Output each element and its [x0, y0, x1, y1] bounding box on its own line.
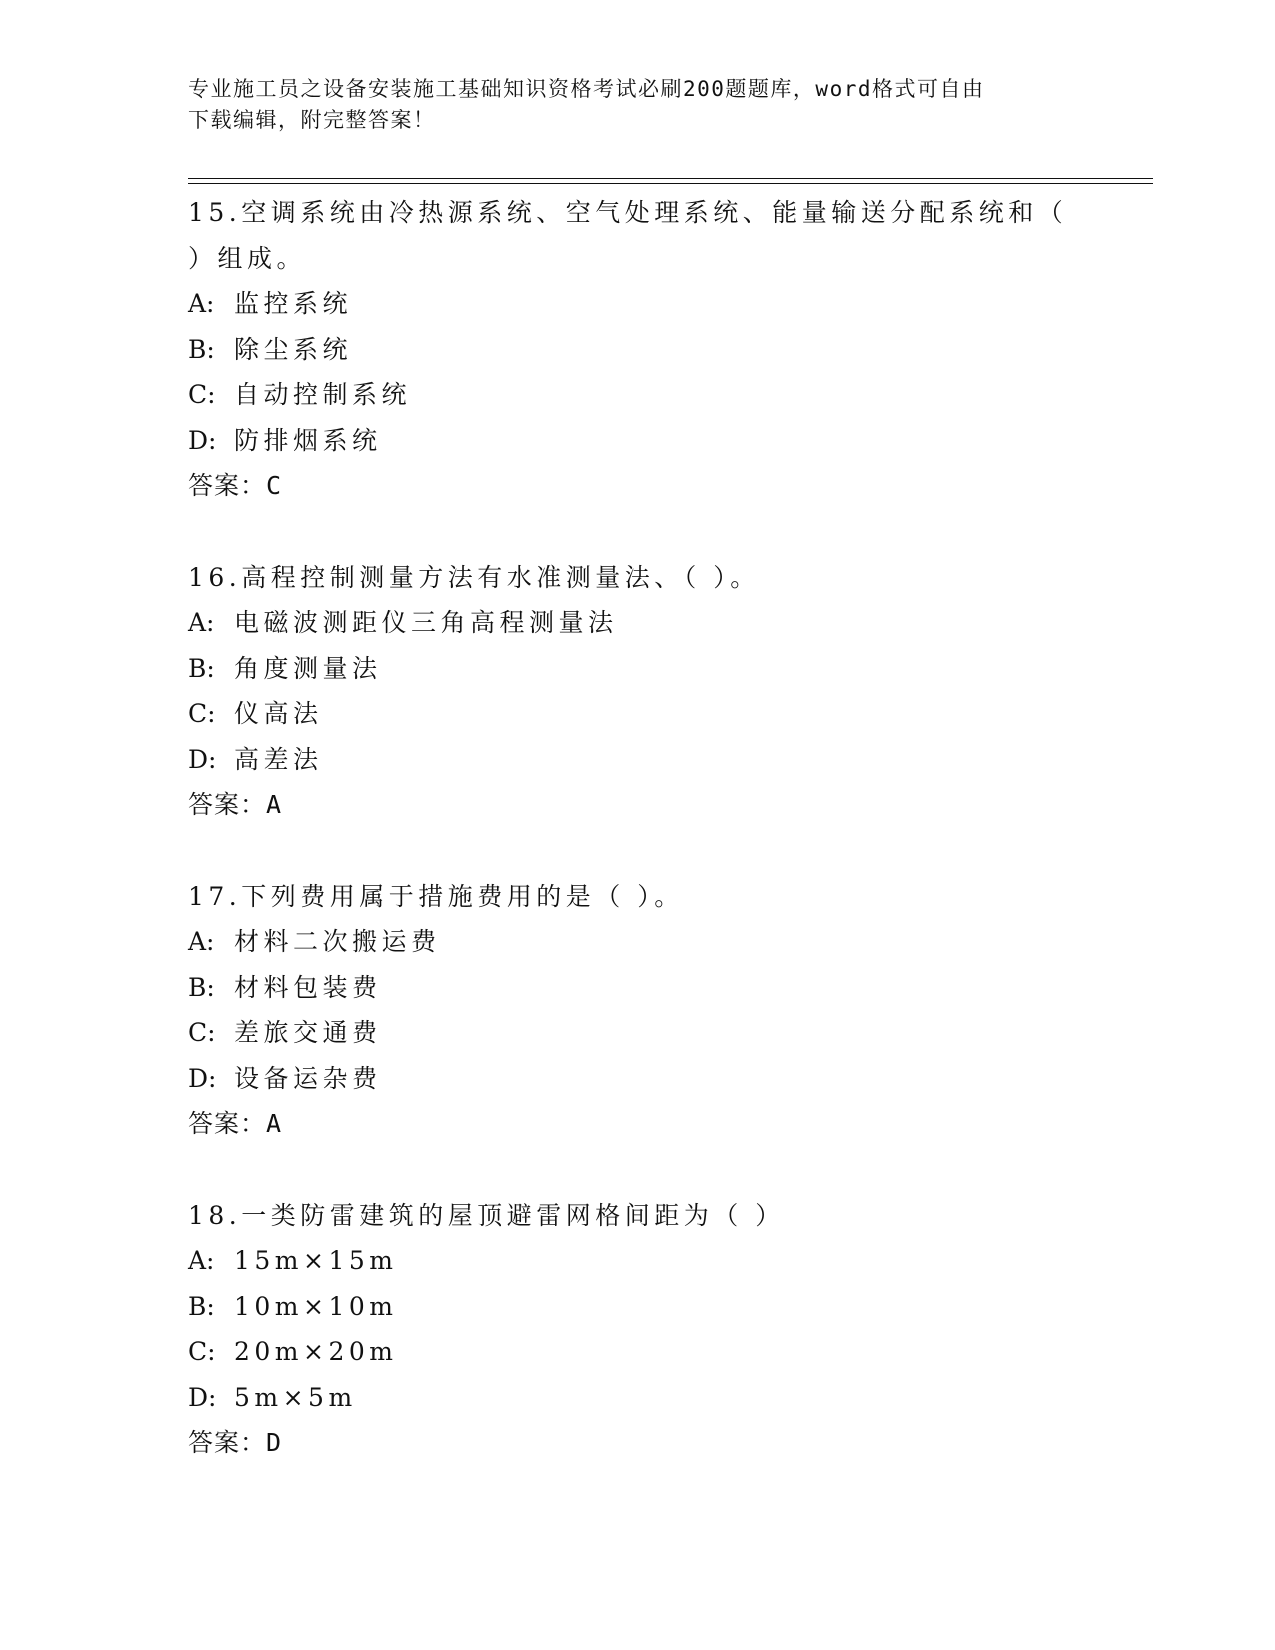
option-text: 5m×5m [234, 1382, 357, 1412]
header-divider-bottom [188, 183, 1153, 184]
option-a [188, 919, 1128, 965]
header-line-1: 专业施工员之设备安装施工基础知识资格考试必刷200题题库，word格式可自由 [188, 77, 985, 101]
question-15 [188, 190, 1128, 509]
question-list [188, 190, 1128, 1466]
header-line-2: 下载编辑，附完整答案！ [188, 108, 436, 132]
option-c [188, 1010, 1128, 1056]
option-key: D: [188, 744, 217, 774]
option-key: A: [188, 927, 215, 956]
option-b [188, 1284, 1128, 1330]
option-text: 角度测量法 [234, 653, 382, 683]
option-d [188, 418, 1128, 464]
option-text: 设备运杂费 [234, 1063, 382, 1093]
option-text: 15m×15m [234, 1246, 398, 1275]
question-stem-continued: ）组成。 [188, 243, 307, 273]
option-text: 10m×10m [234, 1291, 398, 1321]
option-key: B: [188, 1291, 215, 1321]
option-text: 差旅交通费 [234, 1018, 382, 1047]
option-text: 材料包装费 [234, 972, 382, 1002]
option-key: C: [188, 380, 216, 409]
option-key: A: [188, 289, 215, 318]
option-b [188, 646, 1128, 692]
document-header [188, 74, 1088, 136]
option-key: B: [188, 653, 215, 683]
option-c [188, 691, 1128, 737]
option-key: C: [188, 1337, 216, 1366]
option-key: B: [188, 334, 215, 364]
option-key: A: [188, 608, 215, 637]
question-16 [188, 555, 1128, 828]
option-text: 自动控制系统 [234, 380, 412, 409]
option-key: B: [188, 972, 215, 1002]
option-key: A: [188, 1246, 215, 1275]
option-text: 防排烟系统 [234, 425, 382, 455]
option-text: 仪高法 [234, 699, 323, 728]
question-stem: 18.一类防雷建筑的屋顶避雷网格间距为（ ） [188, 1200, 785, 1230]
question-stem: 15.空调系统由冷热源系统、空气处理系统、能量输送分配系统和（ [188, 198, 1068, 227]
option-text: 20m×20m [234, 1337, 398, 1366]
option-text: 电磁波测距仪三角高程测量法 [234, 608, 618, 637]
option-d [188, 1375, 1128, 1421]
question-stem: 17.下列费用属于措施费用的是（ ）。 [188, 881, 684, 911]
option-key: C: [188, 1018, 216, 1047]
option-b [188, 327, 1128, 373]
option-key: D: [188, 1063, 217, 1093]
option-key: C: [188, 699, 216, 728]
question-18 [188, 1193, 1128, 1466]
option-text: 监控系统 [234, 289, 353, 318]
option-a [188, 1238, 1128, 1284]
option-a [188, 600, 1128, 646]
option-c [188, 1329, 1128, 1375]
header-divider-top [188, 178, 1153, 179]
answer: 答案：A [188, 1109, 283, 1138]
answer: 答案：C [188, 471, 283, 500]
option-key: D: [188, 1382, 217, 1412]
option-text: 除尘系统 [234, 334, 353, 364]
option-c [188, 372, 1128, 418]
answer: 答案：A [188, 790, 283, 819]
option-text: 高差法 [234, 744, 323, 774]
option-a [188, 281, 1128, 327]
question-17 [188, 874, 1128, 1147]
option-text: 材料二次搬运费 [234, 927, 441, 956]
option-d [188, 737, 1128, 783]
option-d [188, 1056, 1128, 1102]
option-key: D: [188, 425, 217, 455]
option-b [188, 965, 1128, 1011]
question-stem: 16.高程控制测量方法有水准测量法、（ ）。 [188, 562, 760, 592]
answer: 答案：D [188, 1428, 283, 1457]
